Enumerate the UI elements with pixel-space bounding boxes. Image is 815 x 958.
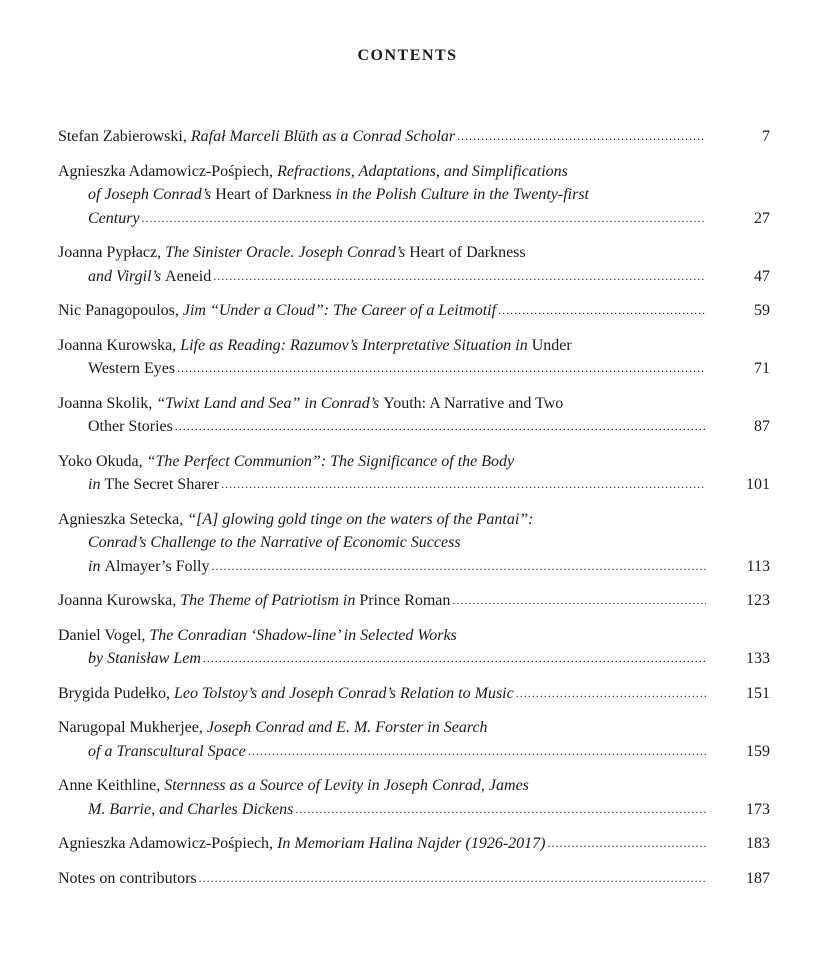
leader-dots [211,555,706,579]
text-segment: Heart of Darkness [409,244,526,261]
italic-title-segment: M. Barrie, and Charles Dickens [88,800,294,818]
leader-dots [142,207,706,231]
text-segment: Almayer’s Folly [104,557,210,575]
text-segment: Narugopal Mukherjee, [58,719,207,736]
text-segment: Aeneid [165,267,212,285]
toc-entry-text [88,265,211,289]
leader-dots [248,740,706,764]
page-number: 133 [746,650,770,667]
page-number: 59 [754,302,770,319]
toc-entry[interactable] [58,774,770,821]
toc-entry-line [58,207,770,231]
text-segment: Joanna Pypłacz, [58,244,166,261]
toc-entry-text [88,531,461,555]
text-segment: Joanna Kurowska, [58,336,181,354]
text-segment: Prince Roman [359,592,451,609]
toc-entry-line [58,716,770,740]
text-segment: Other Stories [88,418,173,435]
toc-entry[interactable] [58,589,770,613]
toc-entry[interactable] [58,624,770,671]
italic-title-segment: “Twixt Land and Sea” in Conrad’s [156,394,384,412]
toc-entry-line [58,832,770,856]
toc-entry[interactable] [58,125,770,149]
toc-entry-line [58,508,770,532]
page-number: 7 [762,128,770,145]
text-segment: Yoko Okuda, [58,452,147,470]
toc-entry-text [88,647,201,671]
toc-entry-text [58,832,545,856]
page-number: 173 [746,800,770,818]
toc-entry-text [58,334,572,358]
page-title: CONTENTS [357,47,458,64]
text-segment: Notes on contributors [58,869,197,887]
italic-title-segment: In Memoriam Halina Najder (1926-2017) [277,835,546,852]
text-segment: Daniel Vogel, [58,626,150,644]
italic-title-segment: by Stanisław Lem [88,650,201,667]
italic-title-segment: The Theme of Patriotism in [180,592,360,609]
page-number: 113 [746,557,770,575]
italic-title-segment: Rafał Marceli Blüth as a Conrad Scholar [190,128,456,145]
toc-entry-text [88,473,219,497]
toc-entry[interactable] [58,299,770,323]
toc-entry-text [58,508,534,532]
toc-entry-text [88,415,173,439]
toc-entry-line [58,555,770,579]
toc-entry-line [58,160,770,184]
text-segment: Heart of Darkness [215,186,332,203]
text-segment: Brygida Pudełko, [58,684,174,702]
toc-entry-line [58,241,770,265]
toc-entry-line [58,450,770,474]
text-segment: Agnieszka Adamowicz-Pośpiech, [58,162,278,180]
italic-title-segment: The Conradian ‘Shadow-line’ in Selected Works [149,626,457,644]
toc-entry-line [58,473,770,497]
page-number: 183 [746,835,770,852]
text-segment: Joanna Skolik, [58,394,157,412]
toc-entry-line [58,125,770,149]
text-segment: Nic Panagopoulos, [58,302,183,319]
toc-entry-text [88,798,293,822]
italic-title-segment: Joseph Conrad and E. M. Forster in Search [206,719,488,736]
text-segment: Youth: A Narrative and Two [383,394,564,412]
italic-title-segment: Life as Reading: Razumov’s Interpretative Situation in [180,336,532,354]
toc-entry-line [58,798,770,822]
toc-entry-line [58,740,770,764]
table-of-contents [58,125,770,901]
toc-entry-line [58,415,770,439]
page-number: 71 [754,360,770,377]
toc-entry-text [58,450,514,474]
page-number: 87 [754,418,770,435]
toc-entry-text [58,299,496,323]
leader-dots [213,265,706,289]
toc-entry-line [58,589,770,613]
page-number: 47 [754,267,770,285]
toc-entry-line [58,624,770,648]
toc-entry-line [58,647,770,671]
toc-entry[interactable] [58,832,770,856]
text-segment: Anne Keithline, [58,777,165,794]
toc-entry-text [58,392,563,416]
text-segment: Stefan Zabierowski, [58,128,191,145]
italic-title-segment: Sternness as a Source of Levity in Joseph Conrad, James [164,777,529,794]
toc-entry[interactable] [58,867,770,891]
italic-title-segment: The Sinister Oracle. Joseph Conrad’s [165,244,410,261]
toc-entry[interactable] [58,160,770,231]
toc-entry-text [88,207,140,231]
italic-title-segment: of Joseph Conrad’s [88,186,216,203]
italic-title-segment: Century [88,209,140,227]
page-number: 27 [754,209,770,227]
toc-entry[interactable] [58,508,770,579]
toc-entry-text [58,589,450,613]
italic-title-segment: Jim “Under a Cloud”: The Career of a Leitmotif [182,302,497,319]
leader-dots [295,798,706,822]
page-number: 159 [746,742,770,760]
toc-entry-text [88,357,175,381]
italic-title-segment: “[A] glowing gold tinge on the waters of the Pantai”: [187,510,534,528]
leader-dots [203,647,706,671]
toc-entry-text [58,716,488,740]
toc-entry-line [58,774,770,798]
text-segment: Agnieszka Setecka, [58,510,188,528]
leader-dots [457,125,706,149]
leader-dots [498,299,706,323]
italic-title-segment: Refractions, Adaptations, and Simplifications [277,162,568,180]
italic-title-segment: of a Transcultural Space [88,742,246,760]
toc-entry[interactable] [58,241,770,288]
toc-entry-line [58,334,770,358]
italic-title-segment: “The Perfect Communion”: The Significance of the Body [146,452,515,470]
leader-dots [177,357,706,381]
toc-entry[interactable] [58,450,770,497]
toc-entry-text [58,160,568,184]
leader-dots [452,589,706,613]
text-segment: The Secret Sharer [104,476,220,493]
leader-dots [221,473,706,497]
toc-entry-text [58,624,457,648]
toc-entry-text [58,241,526,265]
toc-entry-line [58,183,770,207]
italic-title-segment: and Virgil’s [88,267,166,285]
text-segment: Under [531,336,572,354]
italic-title-segment: in the Polish Culture in the Twenty-first [331,186,589,203]
toc-entry[interactable] [58,682,770,706]
toc-entry-line [58,265,770,289]
leader-dots [547,832,706,856]
toc-entry-text [88,183,589,207]
toc-entry-line [58,682,770,706]
leader-dots [516,682,706,706]
toc-entry-text [58,867,197,891]
toc-entry-line [58,392,770,416]
toc-entry-line [58,299,770,323]
toc-entry-text [58,774,529,798]
text-segment: Joanna Kurowska, [58,592,181,609]
toc-entry-line [58,531,770,555]
page-number: 151 [746,684,770,702]
leader-dots [199,867,706,891]
italic-title-segment: in [88,557,105,575]
toc-entry-line [58,867,770,891]
page-number: 187 [746,869,770,887]
toc-entry-text [88,555,209,579]
page-number: 101 [746,476,770,493]
italic-title-segment: Leo Tolstoy’s and Joseph Conrad’s Relation to Music [174,684,514,702]
page-number: 123 [746,592,770,609]
toc-entry-text [58,125,455,149]
text-segment: Agnieszka Adamowicz-Pośpiech, [58,835,278,852]
toc-entry-text [58,682,514,706]
toc-entry-text [88,740,246,764]
text-segment: Western Eyes [88,360,176,377]
italic-title-segment: Conrad’s Challenge to the Narrative of Economic Success [88,534,461,551]
toc-entry[interactable] [58,716,770,763]
italic-title-segment: in [88,476,105,493]
toc-entry-line [58,357,770,381]
toc-entry[interactable] [58,334,770,381]
leader-dots [175,415,706,439]
toc-entry[interactable] [58,392,770,439]
